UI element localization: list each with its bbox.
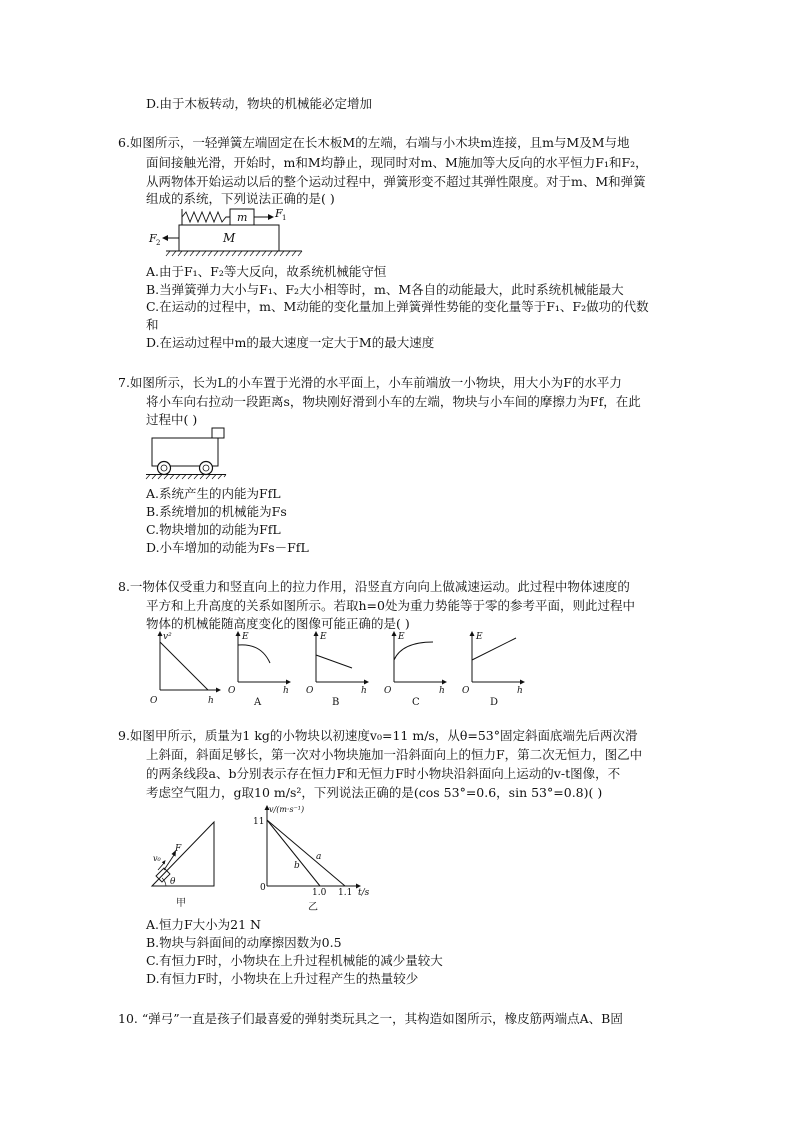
q9-jia-caption: 甲 [176, 898, 186, 909]
q9-jia-theta: θ [170, 877, 176, 887]
q9-yi-caption: 乙 [308, 902, 318, 913]
q9-jia-F: F [175, 844, 182, 854]
q9-option-d: D.有恒力F时，小物块在上升过程产生的热量较少 [146, 971, 419, 986]
q8-a-ylabel: E [242, 632, 249, 642]
q8-stem-line2: 平方和上升高度的关系如图所示。若取h=0处为重力势能等于零的参考平面，则此过程中 [146, 598, 635, 613]
q9-yi-tick-1-1: 1.1 [338, 888, 353, 898]
q7-stem-line3: 过程中( ) [146, 412, 198, 427]
q9-yi-label-a: a [316, 852, 322, 862]
q6-stem-line1: 6.如图所示，一轻弹簧左端固定在长木板M的左端，右端与小木块m连接，且m与M及M与地 [118, 135, 630, 150]
q8-a-origin: O [228, 686, 236, 696]
q8-b-caption: B [332, 697, 340, 708]
q8-stem-line1: 8.一物体仅受重力和竖直向上的拉力作用，沿竖直方向向上做减速运动。此过程中物体速度的 [118, 579, 630, 594]
q7-stem-line2: 将小车向右拉动一段距离s，物块刚好滑到小车的左端，物块与小车间的摩擦力为Ff，在此 [146, 394, 641, 409]
q8-graph-c [384, 631, 447, 708]
q8-c-origin: O [384, 686, 392, 696]
q8-given-origin: O [150, 696, 158, 706]
q9-yi-xlabel: t/s [358, 888, 370, 898]
q7-option-d: D.小车增加的动能为Fs－FfL [146, 540, 309, 555]
q8-graphs-figure [146, 630, 531, 710]
q9-yi-tick-11: 11 [253, 817, 265, 827]
q5-option-d: D.由于木板转动，物块的机械能必定增加 [146, 96, 373, 111]
q9-yi-ylabel: v/(m·s⁻¹) [269, 805, 305, 814]
q9-option-c: C.有恒力F时，小物块在上升过程机械能的减少量较大 [146, 953, 443, 968]
q7-option-c: C.物块增加的动能为FfL [146, 522, 281, 537]
q8-c-ylabel: E [398, 632, 405, 642]
q9-yi-tick-0: 0 [260, 883, 266, 893]
q9-vt-graph-yi [253, 805, 370, 913]
q8-given-graph [150, 631, 221, 706]
q9-figure [146, 804, 396, 916]
q8-a-caption: A [254, 697, 262, 708]
q8-b-xlabel: h [361, 686, 367, 696]
q7-option-a: A.系统产生的内能为FfL [146, 486, 281, 501]
q9-stem-line4: 考虑空气阻力，g取10 m/s²，下列说法正确的是(cos 53°=0.6，sin 53°=0.8)( ) [146, 785, 603, 800]
q9-option-b: B.物块与斜面间的动摩擦因数为0.5 [146, 935, 342, 950]
q9-yi-tick-1-0: 1.0 [312, 888, 327, 898]
q8-graph-b [306, 631, 369, 708]
q6-stem-line4: 组成的系统，下列说法正确的是( ) [146, 191, 335, 206]
fig6-label-F2: F [149, 232, 157, 245]
q9-incline-figure-jia [152, 822, 214, 909]
q6-stem-line2: 面间接触光滑，开始时，m和M均静止，现同时对m、M施加等大反向的水平恒力F₁和F₂， [146, 155, 648, 170]
q9-yi-label-b: b [294, 861, 300, 871]
q9-stem-line2: 上斜面，斜面足够长，第一次对小物块施加一沿斜面向上的恒力F，第二次无恒力，图乙中 [146, 747, 643, 762]
q7-option-b: B.系统增加的机械能为Fs [146, 504, 287, 519]
q8-stem-line3: 物体的机械能随高度变化的图像可能正确的是( ) [146, 616, 410, 631]
q8-b-origin: O [306, 686, 314, 696]
q7-stem-line1: 7.如图所示，长为L的小车置于光滑的水平面上，小车前端放一小物块，用大小为F的水平力 [118, 375, 622, 390]
fig6-label-M: M [223, 231, 236, 245]
q8-d-ylabel: E [476, 632, 483, 642]
q8-d-caption: D [490, 697, 499, 708]
q10-stem-line1: 10. “弹弓”一直是孩子们最喜爱的弹射类玩具之一，其构造如图所示，橡皮筋两端点A、B固 [118, 1011, 623, 1026]
fig6-label-F2-sub: 2 [156, 239, 161, 247]
q6-spring-board-figure [144, 205, 314, 263]
q6-option-d: D.在运动过程中m的最大速度一定大于M的最大速度 [146, 335, 435, 350]
q9-stem-line1: 9.如图甲所示，质量为1 kg的小物块以初速度v₀=11 m/s，从θ=53°固定斜面底端先后两次滑 [118, 728, 638, 743]
q8-graph-a [228, 631, 291, 708]
q9-option-a: A.恒力F大小为21 N [146, 917, 261, 932]
q8-given-ylabel: v² [163, 632, 172, 642]
q8-c-caption: C [412, 697, 420, 708]
q9-jia-v0: v₀ [153, 854, 161, 863]
q6-option-b: B.当弹簧弹力大小与F₁、F₂大小相等时，m、M各自的动能最大，此时系统机械能最大 [146, 282, 624, 297]
fig6-label-F1: F [275, 207, 283, 220]
q9-stem-line3: 的两条线段a、b分别表示存在恒力F和无恒力F时小物块沿斜面向上运动的v-t图像，不 [146, 766, 621, 781]
fig6-label-F1-sub: 1 [282, 214, 287, 222]
q8-c-xlabel: h [439, 686, 445, 696]
q6-option-c-cont: 和 [146, 317, 159, 332]
q6-option-a: A.由于F₁、F₂等大反向，故系统机械能守恒 [146, 264, 387, 279]
q8-given-xlabel: h [208, 696, 214, 706]
fig6-label-m: m [237, 211, 248, 224]
q8-b-ylabel: E [320, 632, 327, 642]
q6-stem-line3: 从两物体开始运动以后的整个运动过程中，弹簧形变不超过其弹性限度。对于m、M和弹簧 [146, 174, 646, 189]
q8-a-xlabel: h [283, 686, 289, 696]
q8-d-origin: O [462, 686, 470, 696]
q6-option-c: C.在运动的过程中，m、M动能的变化量加上弹簧弹性势能的变化量等于F₁、F₂做功的代数 [146, 299, 649, 314]
q8-graph-d [462, 631, 525, 708]
q7-cart-figure [146, 426, 228, 481]
q8-d-xlabel: h [517, 686, 523, 696]
